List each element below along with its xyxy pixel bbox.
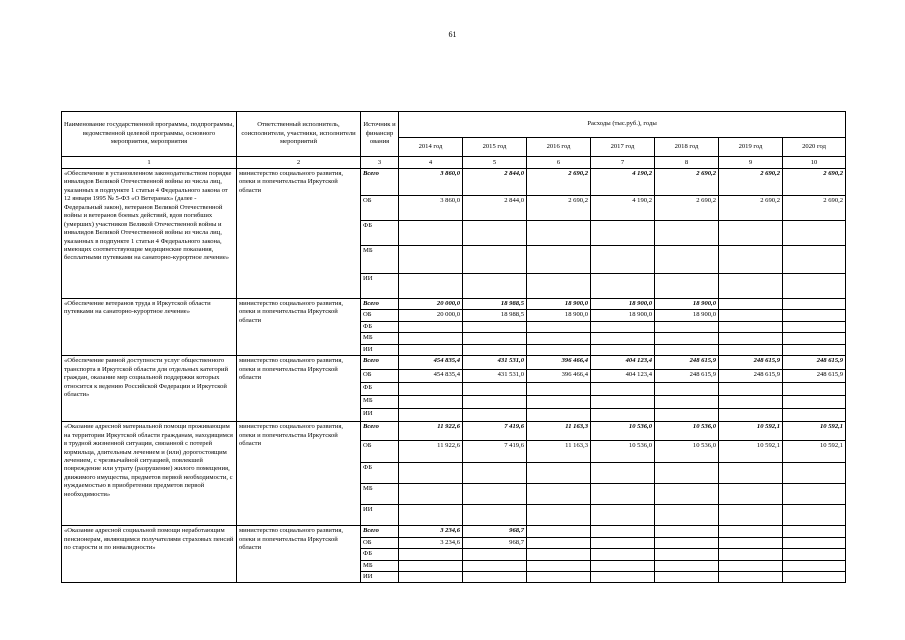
expense-value: 20 000,0 [399, 299, 463, 310]
expense-value [399, 409, 463, 422]
expense-value [527, 484, 591, 505]
header-executor: Ответственный исполнитель, соисполнители, участники, исполнители мероприятий [237, 112, 361, 157]
expense-value [655, 526, 719, 537]
funding-source: ИИ [361, 409, 399, 422]
expense-value [655, 274, 719, 299]
expense-value: 2 844,0 [463, 169, 527, 196]
expense-value [591, 383, 655, 396]
expense-value: 454 835,4 [399, 370, 463, 383]
executor: министерство социального развития, опеки и попечительства Иркутской области [237, 526, 361, 583]
header-year: 2016 год [527, 138, 591, 157]
expense-value: 248 615,9 [783, 356, 846, 370]
expense-value [591, 537, 655, 548]
expense-value: 431 531,0 [463, 356, 527, 370]
expense-value [719, 526, 783, 537]
expense-value [655, 321, 719, 332]
expense-value [463, 321, 527, 332]
column-index: 2 [237, 157, 361, 169]
expense-value [783, 571, 846, 582]
expense-value [463, 463, 527, 484]
expense-value: 2 690,2 [783, 196, 846, 221]
expense-value [783, 505, 846, 526]
expense-value [783, 321, 846, 332]
expenses-table [61, 111, 846, 583]
table-row [62, 356, 846, 370]
expense-value: 10 536,0 [591, 441, 655, 463]
header-expenses: Расходы (тыс.руб.), годы [399, 112, 846, 138]
expense-value [591, 409, 655, 422]
expense-value: 2 690,2 [655, 169, 719, 196]
expense-value [719, 310, 783, 321]
header-year: 2018 год [655, 138, 719, 157]
expense-value [783, 484, 846, 505]
expense-value [463, 396, 527, 409]
program-name: «Оказание адресной социальной помощи неработающим пенсионерам, являющимся получателями страховых пенсий по старости и по инвалидности» [62, 526, 237, 583]
expense-value [527, 321, 591, 332]
executor: министерство социального развития, опеки и попечительства Иркутской области [237, 299, 361, 356]
funding-source: ИИ [361, 344, 399, 355]
funding-source: МБ [361, 560, 399, 571]
expense-value [399, 396, 463, 409]
expense-value [527, 383, 591, 396]
expense-value [783, 246, 846, 274]
expense-value: 18 900,0 [655, 310, 719, 321]
table-row [62, 422, 846, 441]
expense-value [399, 333, 463, 344]
funding-source: ФБ [361, 383, 399, 396]
expense-value [527, 526, 591, 537]
funding-source: МБ [361, 396, 399, 409]
expense-value [719, 409, 783, 422]
expense-value [463, 383, 527, 396]
expense-value: 248 615,9 [719, 370, 783, 383]
table-row [62, 169, 846, 196]
expense-value [655, 560, 719, 571]
expense-value [463, 409, 527, 422]
expense-value: 2 690,2 [719, 169, 783, 196]
expense-value [783, 310, 846, 321]
expense-value [527, 560, 591, 571]
expense-value [527, 396, 591, 409]
expense-value [399, 571, 463, 582]
funding-source: ОБ [361, 310, 399, 321]
page-number: 61 [448, 30, 457, 39]
header-year: 2017 год [591, 138, 655, 157]
expense-value: 3 860,0 [399, 196, 463, 221]
expense-value [655, 571, 719, 582]
expense-value [591, 274, 655, 299]
expense-value [399, 383, 463, 396]
expense-value [719, 221, 783, 246]
expense-value [399, 505, 463, 526]
funding-source: ИИ [361, 274, 399, 299]
table-row [62, 299, 846, 310]
expense-value [655, 463, 719, 484]
expense-value [591, 560, 655, 571]
expense-value [655, 333, 719, 344]
funding-source: ФБ [361, 221, 399, 246]
expense-value: 18 900,0 [591, 299, 655, 310]
expense-value: 10 536,0 [655, 422, 719, 441]
header-source: Источник и финансир ования [361, 112, 399, 157]
expense-value [719, 571, 783, 582]
expense-value: 3 234,6 [399, 526, 463, 537]
expense-value [591, 344, 655, 355]
expense-value [463, 333, 527, 344]
expense-value [399, 463, 463, 484]
expense-value [783, 299, 846, 310]
funding-source: Всего [361, 422, 399, 441]
expense-value [719, 344, 783, 355]
expense-value: 2 690,2 [783, 169, 846, 196]
program-name: «Обеспечение ветеранов труда в Иркутской области путевками на санаторно-курортное лечение» [62, 299, 237, 356]
expense-value: 4 190,2 [591, 169, 655, 196]
expense-value [719, 333, 783, 344]
expense-value [783, 274, 846, 299]
expense-value: 18 900,0 [591, 310, 655, 321]
funding-source: Всего [361, 169, 399, 196]
funding-source: ОБ [361, 370, 399, 383]
expense-value [719, 505, 783, 526]
expense-value [591, 549, 655, 560]
program-name: «Обеспечение равной доступности услуг общественного транспорта в Иркутской области для отдельных категорий граждан, оказание мер социальной поддержки которых относится к ведению Российской Федерации и Иркутской области» [62, 356, 237, 422]
expense-value [655, 246, 719, 274]
expense-value [719, 537, 783, 548]
column-index: 6 [527, 157, 591, 169]
expense-value [783, 333, 846, 344]
expense-value [591, 571, 655, 582]
expense-value [655, 344, 719, 355]
expense-value [527, 246, 591, 274]
expense-value: 7 419,6 [463, 441, 527, 463]
executor: министерство социального развития, опеки и попечительства Иркутской области [237, 422, 361, 526]
expense-value [463, 571, 527, 582]
funding-source: ФБ [361, 321, 399, 332]
funding-source: Всего [361, 526, 399, 537]
expense-value [655, 409, 719, 422]
expense-value [719, 560, 783, 571]
expense-value: 4 190,2 [591, 196, 655, 221]
expense-value: 2 690,2 [719, 196, 783, 221]
column-index: 4 [399, 157, 463, 169]
expense-value [399, 246, 463, 274]
program-name: «Обеспечение в установленном законодательством порядке инвалидов Великой Отечественной войны из числа лиц, указанных в подпункте 1 статьи 4 Федерального закона от 12 января 1995 № 5-ФЗ «О Ветеранах» (далее - Федеральный закон), ветеранов Великой Отечественной войны и ветеранов боевых действий, вдов погибших (умерших) участников Великой Отечественной войны и инвалидов Великой Отечественной войны из числа лиц, указанных в подпункте 1 статьи 4 Федерального закона, имеющих соответствующие медицинские показания, бесплатными путевками на санаторно-курортное лечение» [62, 169, 237, 299]
expense-value [783, 383, 846, 396]
expense-value [463, 344, 527, 355]
expense-value: 404 123,4 [591, 356, 655, 370]
header-year: 2014 год [399, 138, 463, 157]
expense-value [591, 505, 655, 526]
expense-value [655, 221, 719, 246]
expense-value: 7 419,6 [463, 422, 527, 441]
expense-value: 3 860,0 [399, 169, 463, 196]
expense-value [783, 549, 846, 560]
expense-value [591, 396, 655, 409]
expense-value: 396 466,4 [527, 356, 591, 370]
expense-value [463, 560, 527, 571]
expense-value [527, 549, 591, 560]
funding-source: ФБ [361, 463, 399, 484]
expense-value [527, 221, 591, 246]
expense-value [591, 484, 655, 505]
column-index: 5 [463, 157, 527, 169]
expense-value [591, 246, 655, 274]
expense-value [591, 463, 655, 484]
funding-source: ИИ [361, 571, 399, 582]
expense-value [399, 484, 463, 505]
funding-source: ОБ [361, 537, 399, 548]
expense-value [399, 560, 463, 571]
expense-value [591, 333, 655, 344]
expense-value: 11 922,6 [399, 441, 463, 463]
executor: министерство социального развития, опеки и попечительства Иркутской области [237, 356, 361, 422]
expense-value: 11 163,3 [527, 441, 591, 463]
expense-value [655, 537, 719, 548]
expense-value: 11 922,6 [399, 422, 463, 441]
funding-source: МБ [361, 484, 399, 505]
expense-value [399, 321, 463, 332]
expense-value: 18 900,0 [655, 299, 719, 310]
expense-value [719, 396, 783, 409]
expense-value: 11 163,3 [527, 422, 591, 441]
expense-value: 10 592,1 [719, 422, 783, 441]
expense-value: 18 988,5 [463, 299, 527, 310]
expense-value [591, 321, 655, 332]
expense-value: 248 615,9 [655, 356, 719, 370]
expense-value: 968,7 [463, 537, 527, 548]
table-row [62, 526, 846, 537]
expense-value: 396 466,4 [527, 370, 591, 383]
expense-value [399, 344, 463, 355]
funding-source: МБ [361, 246, 399, 274]
expense-value [463, 246, 527, 274]
expense-value: 10 592,1 [783, 422, 846, 441]
header-year: 2020 год [783, 138, 846, 157]
executor: министерство социального развития, опеки и попечительства Иркутской области [237, 169, 361, 299]
expense-value: 18 988,5 [463, 310, 527, 321]
expense-value [463, 221, 527, 246]
expense-value [783, 526, 846, 537]
expense-value: 968,7 [463, 526, 527, 537]
expense-value [783, 221, 846, 246]
expense-value [783, 409, 846, 422]
expense-value [527, 344, 591, 355]
expense-value [655, 383, 719, 396]
expense-value [655, 505, 719, 526]
expense-value: 454 835,4 [399, 356, 463, 370]
expense-value [719, 383, 783, 396]
expense-value [399, 221, 463, 246]
funding-source: ФБ [361, 549, 399, 560]
funding-source: ОБ [361, 196, 399, 221]
funding-source: ИИ [361, 505, 399, 526]
column-index: 1 [62, 157, 237, 169]
expense-value [463, 274, 527, 299]
expense-value: 248 615,9 [719, 356, 783, 370]
expense-value [783, 396, 846, 409]
column-index: 10 [783, 157, 846, 169]
expense-value [719, 549, 783, 560]
funding-source: МБ [361, 333, 399, 344]
expense-value: 404 123,4 [591, 370, 655, 383]
funding-source: ОБ [361, 441, 399, 463]
expense-value [783, 537, 846, 548]
expense-value: 248 615,9 [655, 370, 719, 383]
expense-value [399, 549, 463, 560]
expense-value [655, 396, 719, 409]
funding-source: Всего [361, 299, 399, 310]
expense-value [527, 571, 591, 582]
expense-value: 2 844,0 [463, 196, 527, 221]
expense-value: 10 536,0 [591, 422, 655, 441]
expense-value: 248 615,9 [783, 370, 846, 383]
column-index: 8 [655, 157, 719, 169]
expense-value [719, 321, 783, 332]
expense-value: 10 536,0 [655, 441, 719, 463]
expense-value [719, 463, 783, 484]
expense-value [719, 484, 783, 505]
expense-value [719, 274, 783, 299]
expense-value [527, 274, 591, 299]
expense-value [591, 221, 655, 246]
expense-value [399, 274, 463, 299]
expense-value [591, 526, 655, 537]
expense-value: 2 690,2 [655, 196, 719, 221]
column-index: 7 [591, 157, 655, 169]
expense-value [527, 505, 591, 526]
program-name: «Оказание адресной материальной помощи проживающим на территории Иркутской области гражданам, находящимся в трудной жизненной ситуации, связанной с потерей кормильца, длительным лечением и (или) дорогостоящим лечением, с чрезвычайной ситуацией, повлекшей повреждение или утрату (разрушение) жилого помещения, движимого имущества, предметов первой необходимости, с нуждаемостью в приобретении предметов первой необходимости» [62, 422, 237, 526]
expense-value: 10 592,1 [783, 441, 846, 463]
expense-value: 2 690,2 [527, 196, 591, 221]
expense-value [463, 505, 527, 526]
funding-source: Всего [361, 356, 399, 370]
expense-value: 18 900,0 [527, 310, 591, 321]
expense-value [783, 560, 846, 571]
expense-value [527, 537, 591, 548]
header-name: Наименование государственной программы, подпрограммы, ведомственной целевой программы, основного мероприятия, мероприятия [62, 112, 237, 157]
column-index-row [62, 157, 846, 169]
expense-value: 431 531,0 [463, 370, 527, 383]
expense-value [783, 344, 846, 355]
header-year: 2015 год [463, 138, 527, 157]
column-index: 3 [361, 157, 399, 169]
expense-value [719, 246, 783, 274]
expense-value: 20 000,0 [399, 310, 463, 321]
expense-value: 10 592,1 [719, 441, 783, 463]
expense-value: 3 234,6 [399, 537, 463, 548]
expense-value [655, 549, 719, 560]
expense-value [527, 333, 591, 344]
header-year: 2019 год [719, 138, 783, 157]
expense-value [655, 484, 719, 505]
expense-value [783, 463, 846, 484]
expense-value [463, 549, 527, 560]
expense-value: 2 690,2 [527, 169, 591, 196]
column-index: 9 [719, 157, 783, 169]
expense-value: 18 900,0 [527, 299, 591, 310]
expense-value [527, 409, 591, 422]
expense-value [527, 463, 591, 484]
expense-value [463, 484, 527, 505]
expense-value [719, 299, 783, 310]
